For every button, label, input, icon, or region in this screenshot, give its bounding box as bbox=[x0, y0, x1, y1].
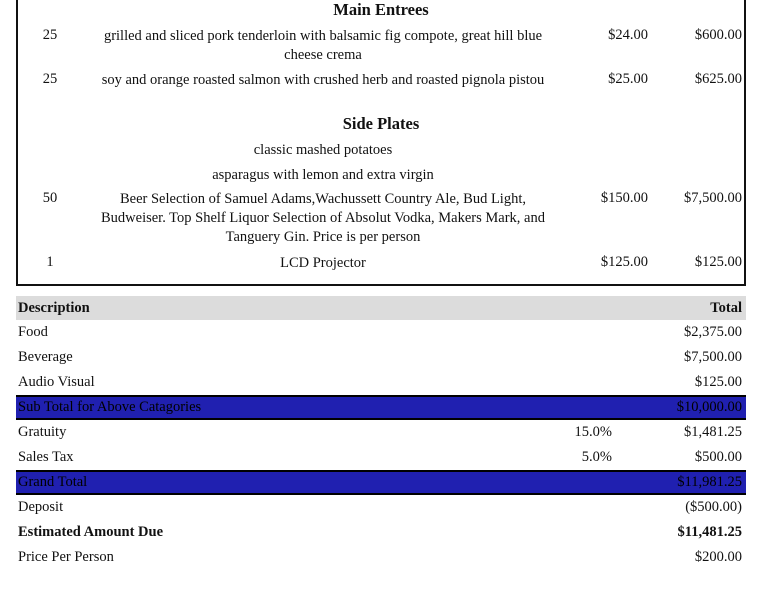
row-amount: ($500.00) bbox=[685, 499, 742, 515]
item-description: LCD Projector bbox=[280, 255, 366, 271]
row-amount: $1,481.25 bbox=[684, 424, 742, 440]
summary-row-beverage bbox=[16, 345, 746, 370]
summary-header-row bbox=[16, 296, 746, 320]
item-description: classic mashed potatoes bbox=[253, 142, 393, 158]
row-percent: 15.0% bbox=[574, 424, 612, 440]
item-total: $125.00 bbox=[694, 254, 742, 270]
summary-row-estimated-due bbox=[16, 520, 746, 545]
row-label: Estimated Amount Due bbox=[18, 524, 164, 540]
summary-row-gratuity bbox=[16, 420, 746, 445]
row-label: Audio Visual bbox=[18, 374, 95, 390]
row-amount: $125.00 bbox=[694, 374, 742, 390]
row-label: Deposit bbox=[18, 499, 64, 515]
description-header: Description bbox=[18, 300, 90, 316]
row-label: Sub Total for Above Catagories bbox=[18, 399, 202, 415]
summary-row-price-per-person bbox=[16, 545, 746, 570]
item-price: $150.00 bbox=[600, 190, 648, 206]
row-label: Gratuity bbox=[18, 424, 67, 440]
row-amount: $10,000.00 bbox=[676, 399, 742, 415]
summary-row-sales-tax bbox=[16, 445, 746, 470]
item-description: Beer Selection of Samuel Adams,Wachussett Country Ale, Bud Light, Budweiser. Top Shelf Liquor Selection of Absolut Vodka, Makers Mark, and Tanguery Gin. Price is per person bbox=[100, 191, 545, 245]
subtotal-row bbox=[16, 395, 746, 420]
item-price: $24.00 bbox=[608, 27, 648, 43]
summary-row-deposit bbox=[16, 495, 746, 520]
row-label: Sales Tax bbox=[18, 449, 74, 465]
row-amount: $11,481.25 bbox=[677, 524, 742, 540]
side-plates-title: Side Plates bbox=[342, 114, 420, 133]
summary-table bbox=[16, 296, 746, 570]
row-amount: $7,500.00 bbox=[684, 349, 742, 365]
item-price: $125.00 bbox=[600, 254, 648, 270]
grand-total-row bbox=[16, 470, 746, 495]
item-total: $600.00 bbox=[694, 27, 742, 43]
item-qty: 25 bbox=[42, 71, 58, 87]
row-amount: $500.00 bbox=[694, 449, 742, 465]
row-label: Price Per Person bbox=[18, 549, 114, 565]
item-qty: 1 bbox=[46, 254, 54, 270]
row-amount: $2,375.00 bbox=[684, 324, 742, 340]
item-total: $625.00 bbox=[694, 71, 742, 87]
item-qty: 25 bbox=[42, 27, 58, 43]
row-amount: $11,981.25 bbox=[677, 474, 742, 490]
row-percent: 5.0% bbox=[581, 449, 612, 465]
row-amount: $200.00 bbox=[694, 549, 742, 565]
total-header: Total bbox=[710, 300, 742, 316]
item-description: grilled and sliced pork tenderloin with balsamic fig compote, great hill blue cheese crema bbox=[103, 28, 543, 63]
main-entrees-title: Main Entrees bbox=[333, 0, 429, 19]
row-label: Food bbox=[18, 324, 48, 340]
item-price: $25.00 bbox=[608, 71, 648, 87]
item-qty: 50 bbox=[42, 190, 58, 206]
item-description: soy and orange roasted salmon with crushed herb and roasted pignola pistou bbox=[101, 72, 545, 88]
item-total: $7,500.00 bbox=[684, 190, 742, 206]
menu-items-box bbox=[16, 0, 746, 286]
row-label: Grand Total bbox=[18, 474, 88, 490]
summary-row-audio-visual bbox=[16, 370, 746, 395]
item-description: asparagus with lemon and extra virgin bbox=[212, 167, 434, 183]
summary-row-food bbox=[16, 320, 746, 345]
row-label: Beverage bbox=[18, 349, 73, 365]
